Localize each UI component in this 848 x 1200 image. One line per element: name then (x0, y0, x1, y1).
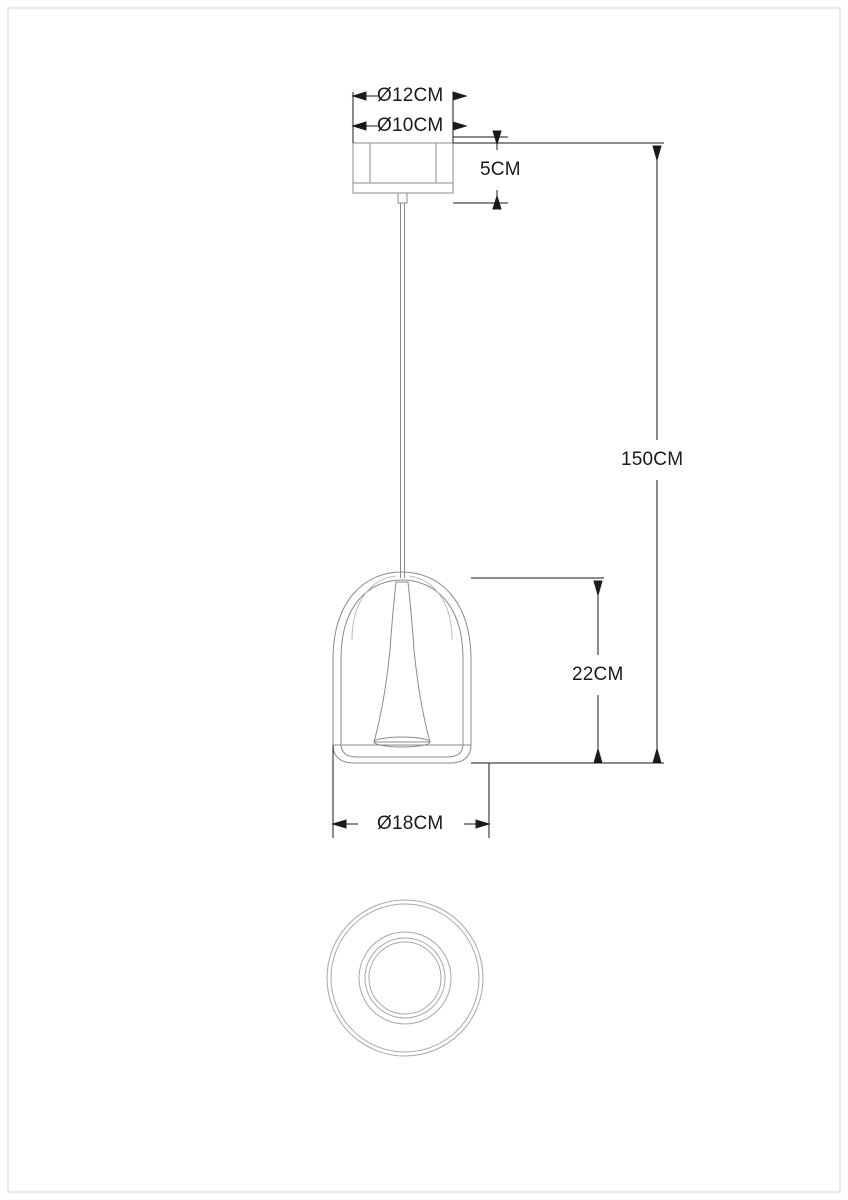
plan-outer-circle-inner (331, 904, 479, 1052)
label-total-drop-height: 150CM (621, 449, 684, 470)
top-view-plan (327, 900, 483, 1056)
arrow-left-18 (333, 820, 346, 828)
label-shade-height: 22CM (572, 664, 624, 685)
label-canopy-inner-diameter: Ø10CM (377, 115, 444, 136)
shade-highlight-right (409, 576, 452, 640)
canopy-assembly (353, 143, 453, 203)
plan-core-circle (369, 942, 441, 1014)
plan-mid-circle (359, 932, 451, 1024)
arrow-left-10 (353, 122, 366, 130)
shade-highlight-left (352, 576, 396, 640)
glass-shade (333, 572, 471, 763)
label-shade-diameter: Ø18CM (377, 813, 444, 834)
shade-inner-profile (341, 580, 463, 757)
suspension-cord (401, 203, 405, 578)
label-canopy-outer-diameter: Ø12CM (377, 85, 444, 106)
plan-outer-circle (327, 900, 483, 1056)
bulb-holder-cone (374, 582, 430, 742)
arrow-bottom-22 (594, 749, 602, 763)
canopy-connector (398, 193, 407, 203)
shade-outer-profile (333, 572, 471, 763)
canopy-inner-body (370, 143, 436, 183)
label-canopy-height: 5CM (480, 159, 521, 180)
arrow-top-22 (594, 581, 602, 595)
arrow-bottom-150 (653, 749, 661, 763)
canopy-outer-body (353, 143, 453, 193)
arrow-right-18 (476, 820, 489, 828)
arrow-right-12 (453, 92, 466, 100)
arrow-right-10 (453, 122, 466, 130)
arrow-top-150 (653, 146, 661, 160)
plan-inner-circle (365, 938, 445, 1018)
arrow-left-12 (353, 92, 366, 100)
sheet-border (8, 8, 840, 1192)
